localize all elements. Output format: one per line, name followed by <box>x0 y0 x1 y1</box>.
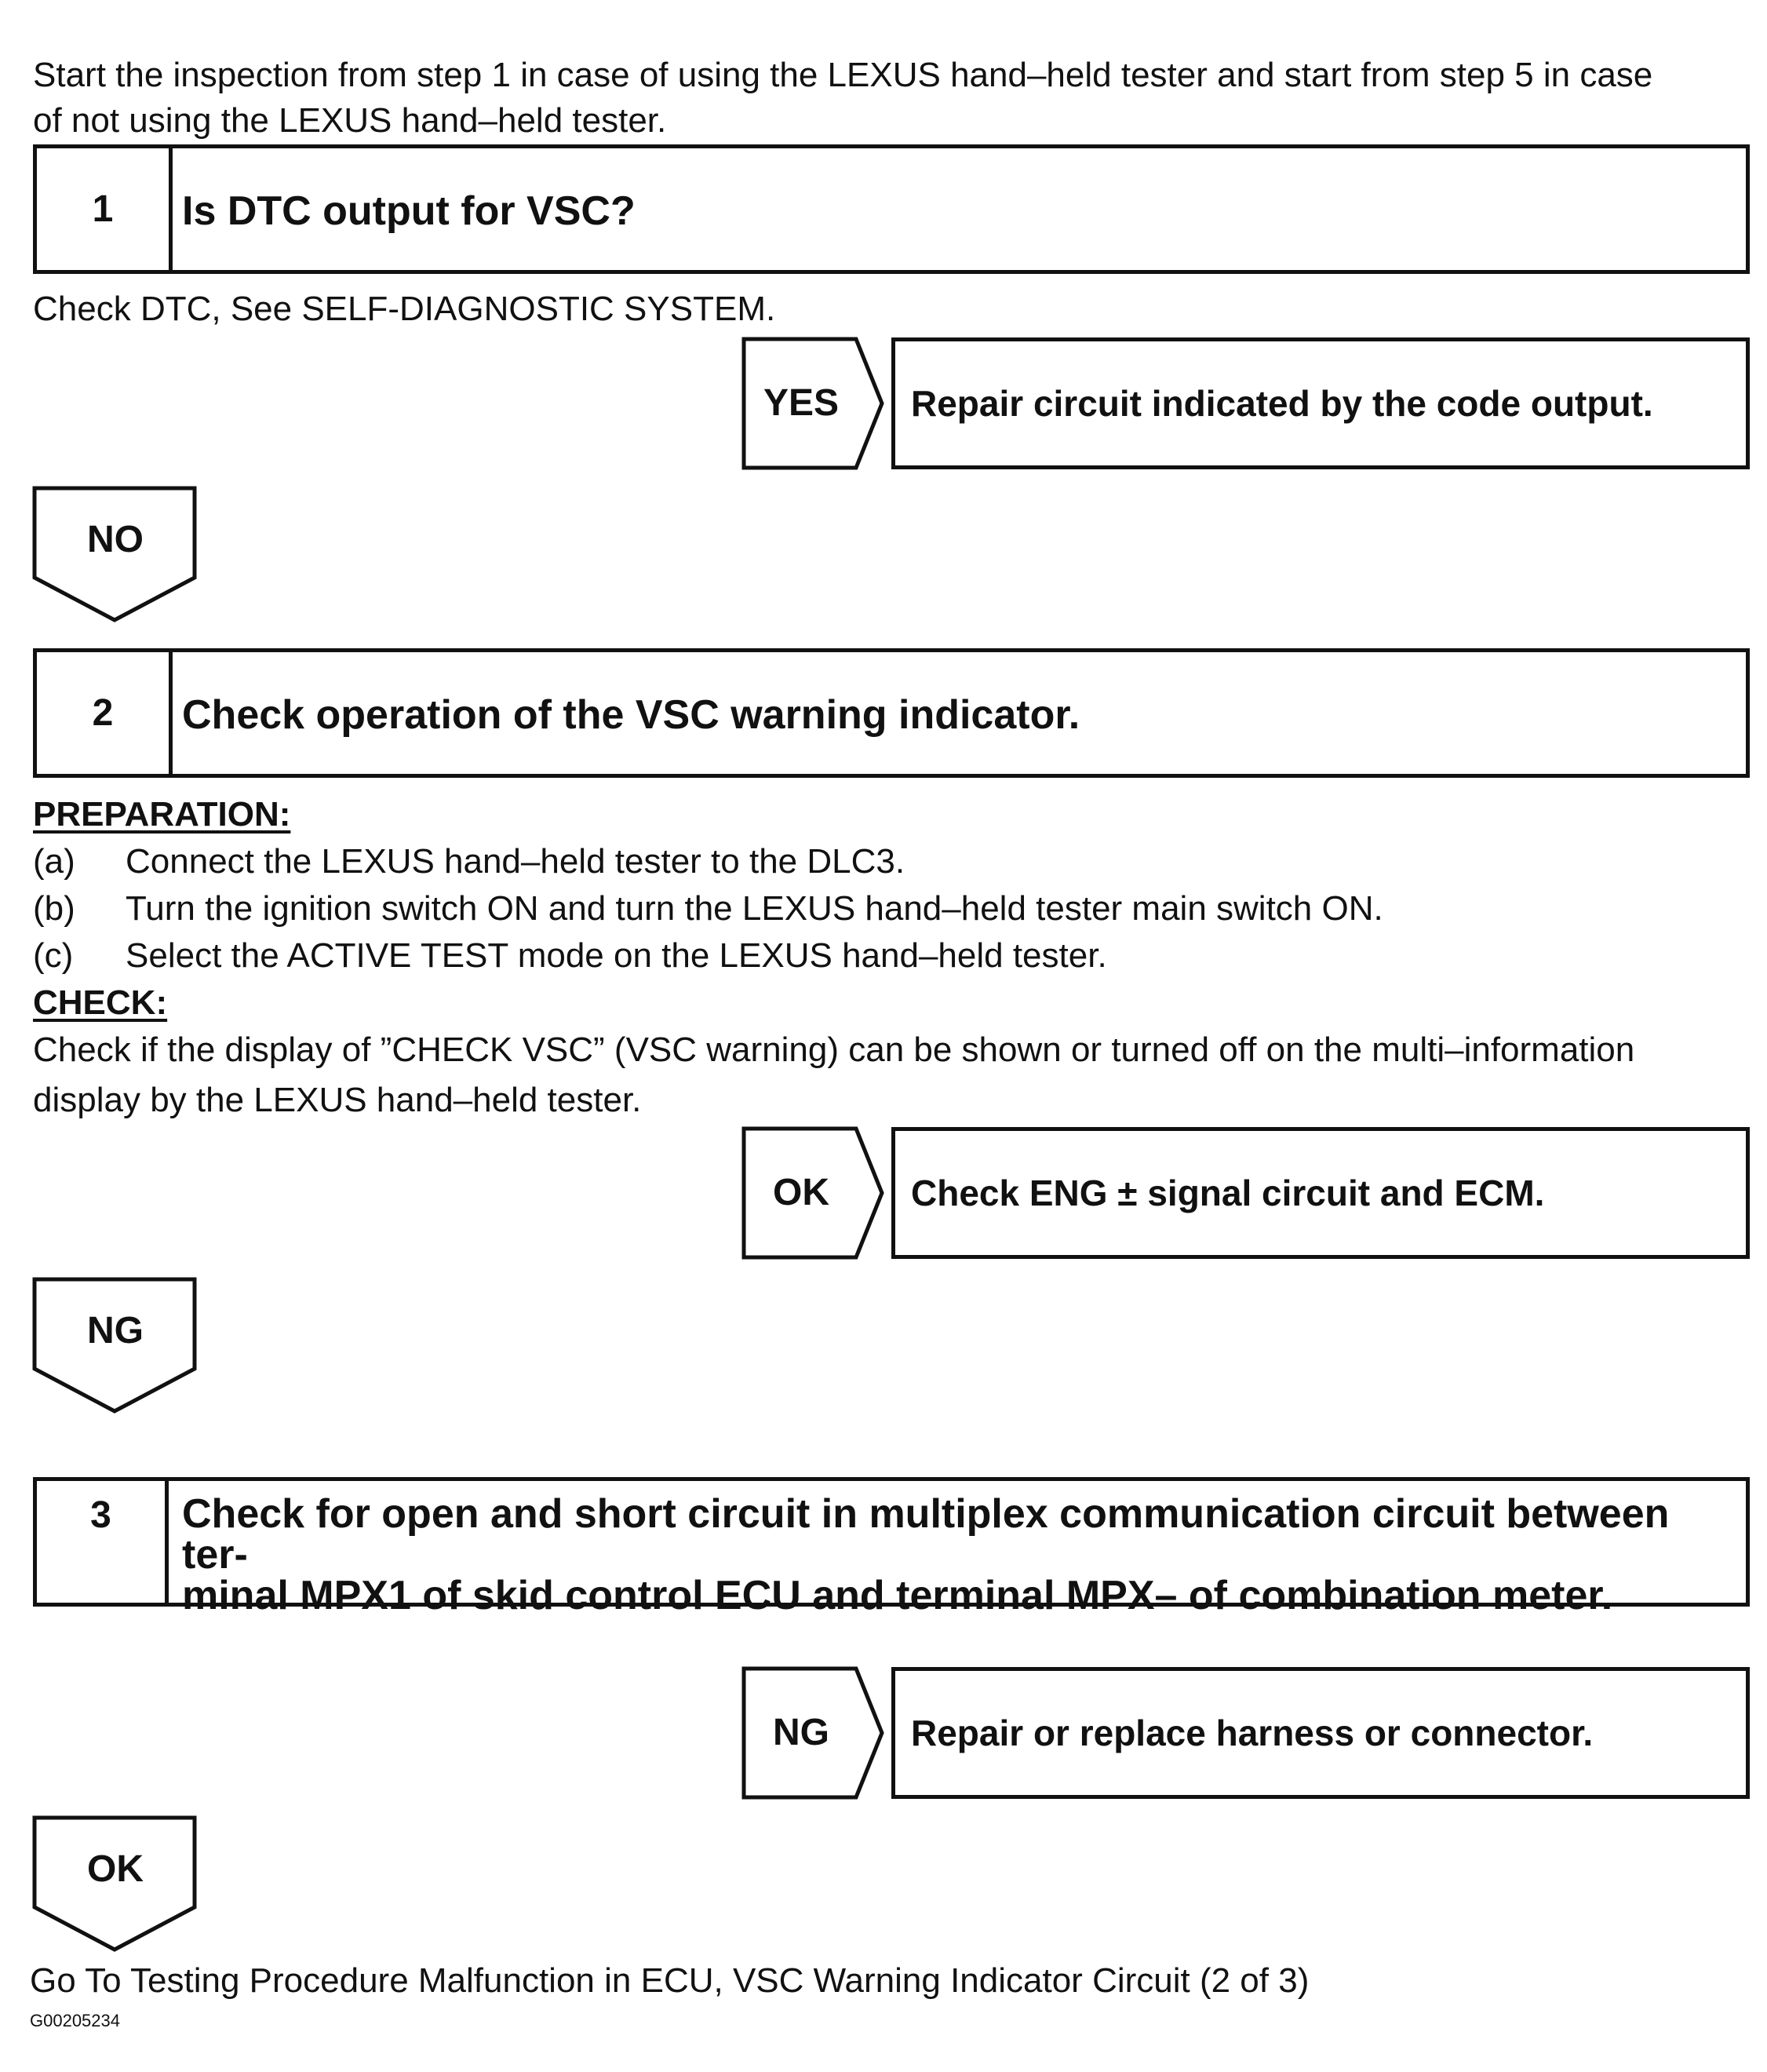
step-3-ng-label: NG <box>773 1712 829 1753</box>
ng-result-box: Repair or replace harness or connector. <box>891 1667 1750 1799</box>
preparation-item-text: Connect the LEXUS hand–held tester to the DLC3. <box>126 842 905 881</box>
check-line-2: display by the LEXUS hand–held tester. <box>33 1081 642 1119</box>
goto-link-text: Go To Testing Procedure Malfunction in ECU, VSC Warning Indicator <box>30 1961 1083 2000</box>
yes-label: YES <box>763 382 840 424</box>
step-1-title: Is DTC output for VSC? <box>182 188 636 234</box>
preparation-item-c <box>33 932 1107 979</box>
step-1-note: Check DTC, See SELF-DIAGNOSTIC SYSTEM. <box>33 290 776 328</box>
goto-suffix: Circuit (2 of 3) <box>1092 1961 1310 2000</box>
step-1-box <box>33 144 1750 274</box>
intro-line-2: of not using the LEXUS hand–held tester. <box>33 101 667 140</box>
ok-result-box: Check ENG ± signal circuit and ECM. <box>891 1127 1750 1259</box>
step-3-title-line-1: Check for open and short circuit in multiplex communication circuit between ter- <box>182 1491 1670 1578</box>
step-3-box <box>33 1477 1750 1618</box>
step-1-number: 1 <box>37 148 173 270</box>
preparation-header: PREPARATION: <box>33 795 291 834</box>
check-line-1: Check if the display of ”CHECK VSC” (VSC warning) can be shown or turned off on the multi–information <box>33 1031 1635 1069</box>
step-2-title: Check operation of the VSC warning indicator. <box>182 692 1080 738</box>
intro-line-1: Start the inspection from step 1 in case of using the LEXUS hand–held tester and start from step 5 in case <box>33 56 1653 94</box>
preparation-item-a <box>33 838 905 885</box>
check-header: CHECK: <box>33 983 168 1022</box>
step-2-number: 2 <box>37 652 173 774</box>
preparation-item-b <box>33 885 1383 932</box>
preparation-item-label: (b) <box>33 889 75 928</box>
step-3-title <box>182 1491 1730 1618</box>
no-label: NO <box>87 519 144 560</box>
preparation-item-text: Turn the ignition switch ON and turn the LEXUS hand–held tester main switch ON. <box>126 889 1383 928</box>
preparation-item-text: Select the ACTIVE TEST mode on the LEXUS hand–held tester. <box>126 936 1107 975</box>
ng-label: NG <box>87 1310 144 1352</box>
preparation-item-label: (a) <box>33 842 75 881</box>
step-3-ok-label: OK <box>87 1848 144 1890</box>
yes-result-box: Repair circuit indicated by the code output. <box>891 337 1750 469</box>
goto-text <box>30 1957 1309 2005</box>
preparation-item-label: (c) <box>33 936 74 975</box>
ok-label: OK <box>773 1172 829 1213</box>
step-2-box <box>33 648 1750 778</box>
step-3-number: 3 <box>37 1481 169 1603</box>
step-3-title-line-2: minal MPX1 of skid control ECU and terminal MPX– of combination meter. <box>182 1573 1613 1618</box>
figure-id: G00205234 <box>30 2011 120 2030</box>
